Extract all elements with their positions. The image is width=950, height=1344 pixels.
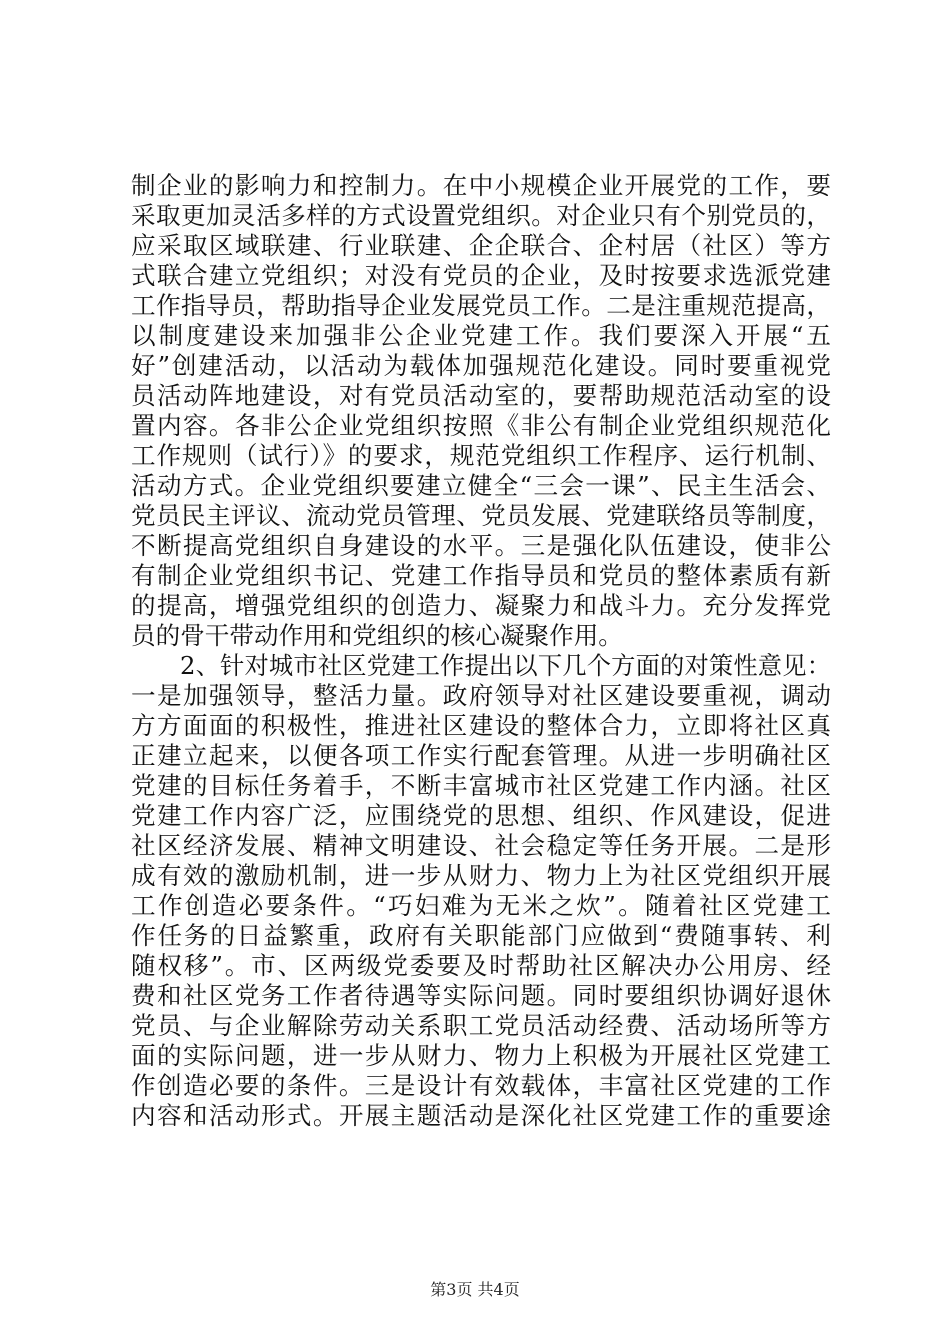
text-line: 员的骨干带动作用和党组织的核心凝聚作用。	[131, 621, 623, 650]
text-line: 2、针对城市社区党建工作提出以下几个方面的对策性意见：	[180, 651, 831, 680]
text-line: 党员民主评议、流动党员管理、党员发展、党建联络员等制度，	[131, 501, 831, 530]
text-line: 内容和活动形式。开展主题活动是深化社区党建工作的重要途	[131, 1101, 831, 1130]
text-line: 一是加强领导，整活力量。政府领导对社区建设要重视，调动	[131, 681, 831, 710]
text-line: 好”创建活动，以活动为载体加强规范化建设。同时要重视党	[131, 351, 831, 380]
text-line: 员活动阵地建设，对有党员活动室的，要帮助规范活动室的设	[131, 381, 831, 410]
text-line: 作任务的日益繁重，政府有关职能部门应做到“费随事转、利	[131, 921, 831, 950]
text-line: 方方面面的积极性，推进社区建设的整体合力，立即将社区真	[131, 711, 831, 740]
text-line: 活动方式。企业党组织要建立健全“三会一课”、民主生活会、	[131, 471, 831, 500]
text-line: 党建工作内容广泛，应围绕党的思想、组织、作风建设，促进	[131, 801, 831, 830]
text-line: 制企业的影响力和控制力。在中小规模企业开展党的工作，要	[131, 171, 831, 200]
text-line: 正建立起来，以便各项工作实行配套管理。从进一步明确社区	[131, 741, 831, 770]
text-line: 不断提高党组织自身建设的水平。三是强化队伍建设，使非公	[131, 531, 831, 560]
text-line: 随权移”。市、区两级党委要及时帮助社区解决办公用房、经	[131, 951, 831, 980]
text-line: 有制企业党组织书记、党建工作指导员和党员的整体素质有新	[131, 561, 831, 590]
text-line: 党员、与企业解除劳动关系职工党员活动经费、活动场所等方	[131, 1011, 831, 1040]
text-line: 以制度建设来加强非公企业党建工作。我们要深入开展“五	[131, 321, 831, 350]
text-line: 式联合建立党组织；对没有党员的企业，及时按要求选派党建	[131, 261, 831, 290]
text-line: 成有效的激励机制，进一步从财力、物力上为社区党组织开展	[131, 861, 831, 890]
text-line: 面的实际问题，进一步从财力、物力上积极为开展社区党建工	[131, 1041, 831, 1070]
text-line: 的提高，增强党组织的创造力、凝聚力和战斗力。充分发挥党	[131, 591, 831, 620]
body-text	[131, 171, 831, 1131]
text-line: 应采取区域联建、行业联建、企企联合、企村居（社区）等方	[131, 231, 831, 260]
text-line: 采取更加灵活多样的方式设置党组织。对企业只有个别党员的，	[131, 201, 831, 230]
text-line: 作创造必要的条件。三是设计有效载体，丰富社区党建的工作	[131, 1071, 831, 1100]
page-footer: 第3页 共4页	[430, 1280, 520, 1299]
text-line: 工作创造必要条件。“巧妇难为无米之炊”。随着社区党建工	[131, 891, 831, 920]
text-line: 费和社区党务工作者待遇等实际问题。同时要组织协调好退休	[131, 981, 831, 1010]
text-line: 工作规则（试行）》的要求，规范党组织工作程序、运行机制、	[131, 441, 831, 470]
text-line: 工作指导员，帮助指导企业发展党员工作。二是注重规范提高，	[131, 291, 831, 320]
text-line: 社区经济发展、精神文明建设、社会稳定等任务开展。二是形	[131, 831, 831, 860]
text-line: 置内容。各非公企业党组织按照《非公有制企业党组织规范化	[131, 411, 831, 440]
text-line: 党建的目标任务着手，不断丰富城市社区党建工作内涵。社区	[131, 771, 831, 800]
